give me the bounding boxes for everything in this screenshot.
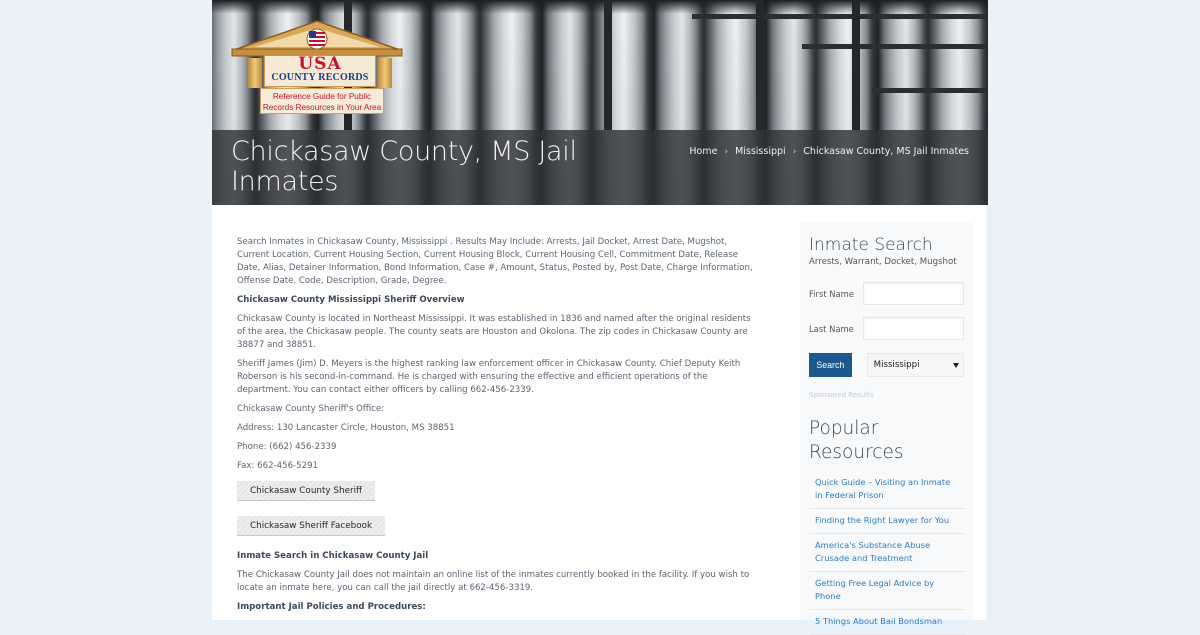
main-content (237, 236, 757, 620)
hero-banner (212, 0, 988, 205)
overview-paragraph-1: Chickasaw County is located in Northeast Mississippi. It was established in 1836 and named after the original residents of the area, the Chickasaw people. The county seats are Houston and Okolona. The zip codes in Chickasaw County are 38877 and 38851. (237, 314, 751, 350)
intro-paragraph: Search Inmates in Chickasaw County, Mississippi . Results May Include: Arrests, Jail Docket, Arrest Date, Mugshot, Current Location, Current Housing Section, Current Housing Block, Current Housing Cell, Commitment Date, Release Date, Alias, Detainer Information, Bond Information, Case #, Amount, Status, Posted by, Post Date, Charge Information, Offense Date, Code, Description, Grade, Degree. (237, 237, 753, 286)
state-select[interactable] (867, 353, 964, 377)
office-label: Chickasaw County Sheriff's Office: (237, 404, 385, 414)
sheriff-website-button[interactable]: Chickasaw County Sheriff (237, 481, 375, 501)
last-name-input[interactable] (863, 317, 964, 340)
logo-column (248, 58, 262, 88)
overview-paragraph-2: Sheriff James (Jim) D. Meyers is the highest ranking law enforcement officer in Chickasaw County. Chief Deputy Keith Roberson is his second-in-command. He is charged with ensuring the effective and efficient operations of the department. You can contact either officers by calling 662-456-2339. (237, 359, 741, 395)
policies-heading: Important Jail Policies and Procedures: (237, 602, 426, 612)
breadcrumb-mississippi[interactable]: Mississippi (735, 146, 786, 157)
last-name-label: Last Name (809, 323, 854, 334)
logo-tagline-line2: Records Resources in Your Area (262, 103, 382, 112)
resource-link-substance-abuse[interactable]: America's Substance Abuse Crusade and Treatment (809, 534, 965, 572)
logo-sign (264, 55, 376, 87)
first-name-label: First Name (809, 288, 854, 299)
hero-divider (604, 0, 612, 130)
page-container (212, 0, 988, 626)
hero-shelf-shadow (212, 0, 988, 14)
sponsored-results-label: Sponsored Results (809, 391, 874, 399)
resource-link-free-legal-advice[interactable]: Getting Free Legal Advice by Phone (809, 572, 965, 610)
logo-tagline-line1: Reference Guide for Public (272, 92, 372, 101)
popular-resources-title: Popular Resources (809, 418, 904, 463)
last-name-row (809, 317, 964, 340)
overview-heading: Chickasaw County Mississippi Sheriff Overview (237, 295, 465, 305)
first-name-row (809, 282, 964, 305)
search-row (809, 353, 964, 377)
resource-link-right-lawyer[interactable]: Finding the Right Lawyer for You (809, 509, 965, 534)
logo-tagline (260, 88, 384, 114)
resource-link-bail-bondsman[interactable]: 5 Things About Bail Bondsman (809, 610, 965, 635)
sheriff-facebook-button[interactable]: Chickasaw Sheriff Facebook (237, 516, 385, 536)
page-edge (986, 205, 988, 620)
hero-divider (852, 0, 860, 130)
hero-shelf (802, 44, 988, 49)
logo-column (378, 58, 392, 88)
sidebar (800, 222, 973, 626)
jail-search-heading: Inmate Search in Chickasaw County Jail (237, 551, 429, 561)
office-address: Address: 130 Lancaster Circle, Houston, MS 38851 (237, 423, 455, 433)
office-fax: Fax: 662-456-5291 (237, 461, 319, 471)
logo-usa-text: USA (298, 54, 342, 74)
breadcrumb-home[interactable]: Home (689, 146, 718, 157)
site-logo[interactable] (230, 20, 404, 116)
chevron-right-icon: › (724, 146, 729, 157)
inmate-search-subtitle: Arrests, Warrant, Docket, Mugshot (809, 257, 957, 267)
inmate-search-title: Inmate Search (809, 235, 933, 255)
search-button[interactable]: Search (809, 353, 852, 377)
logo-county-records-text: COUNTY RECORDS (271, 72, 369, 83)
jail-search-paragraph: The Chickasaw County Jail does not maintain an online list of the inmates currently booked in the facility. If you wish to locate an inmate here, you can call the jail directly at 662-456-3319. (237, 570, 750, 593)
logo-roof-icon (230, 20, 404, 58)
state-select-value: Mississippi (873, 360, 920, 370)
dropdown-arrow-icon (953, 363, 959, 368)
resource-link-federal-prison[interactable]: Quick Guide – Visiting an Inmate in Federal Prison (809, 471, 965, 509)
chevron-right-icon: › (792, 146, 797, 157)
popular-resources-list (809, 471, 965, 635)
breadcrumb-current: Chickasaw County, MS Jail Inmates (803, 146, 969, 157)
office-phone: Phone: (662) 456-2339 (237, 442, 337, 452)
first-name-input[interactable] (863, 282, 964, 305)
hero-shelf (692, 14, 988, 19)
hero-shelf (872, 88, 988, 93)
hero-divider (756, 0, 764, 130)
breadcrumb (689, 146, 969, 157)
page-title: Chickasaw County, MS Jail Inmates (231, 136, 577, 197)
